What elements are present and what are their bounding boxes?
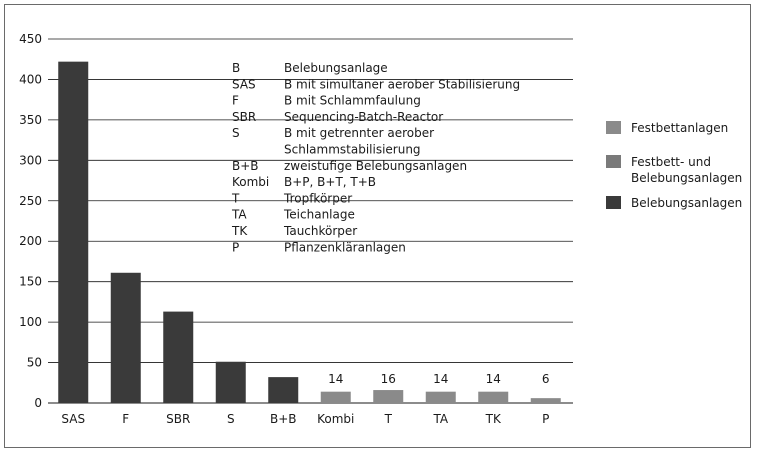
x-tick-label-b-b: B+B [269, 412, 297, 426]
y-tick-label-150: 150 [19, 274, 42, 289]
legend-swatch-festbett_belebung [606, 155, 621, 168]
abbr-code-8: T [232, 191, 240, 206]
y-tick-label-450: 450 [19, 32, 42, 46]
abbr-desc-3: Sequencing-Batch-Reactor [284, 109, 444, 124]
abbr-desc-8: Tropfkörper [284, 191, 353, 206]
bar-ta [426, 392, 456, 403]
abbr-code-2: F [232, 93, 239, 108]
abbr-desc-0: Belebungsanlage [284, 61, 388, 75]
x-tick-label-sbr: SBR [166, 412, 191, 426]
legend-swatch-festbett [606, 121, 621, 134]
y-tick-label-350: 350 [19, 112, 42, 127]
legend-label-belebung-0: Belebungsanlagen [631, 196, 743, 210]
x-tick-label-tk: TK [485, 412, 501, 426]
x-tick-label-sas: SAS [61, 412, 86, 426]
x-tick-label-kombi: Kombi [317, 412, 355, 426]
y-tick-label-100: 100 [19, 315, 42, 330]
y-tick-label-0: 0 [34, 396, 42, 410]
x-tick-label-f: F [122, 412, 130, 426]
abbr-code-3: SBR [232, 109, 257, 124]
legend-label-festbett_belebung-0: Festbett- und [631, 155, 711, 169]
legend-label-festbett-0: Festbettanlagen [631, 121, 729, 135]
data-label-kombi: 14 [328, 372, 344, 386]
x-tick-label-t: T [384, 412, 392, 426]
abbr-code-9: TA [232, 207, 247, 222]
bar-p [531, 398, 561, 403]
abbr-desc-1: B mit simultaner aerober Stabilisierung [284, 77, 521, 92]
data-label-ta: 14 [433, 372, 449, 386]
bar-tk [478, 392, 508, 403]
x-tick-label-s: S [226, 412, 235, 426]
y-tick-label-200: 200 [19, 234, 42, 249]
y-tick-label-400: 400 [19, 72, 42, 87]
abbr-desc-7: B+P, B+T, T+B [284, 175, 377, 190]
abbr-desc-10: Tauchkörper [284, 224, 358, 238]
y-tick-label-300: 300 [19, 153, 42, 168]
abbr-desc-11: Pflanzenkläranlagen [284, 240, 406, 255]
legend-swatch-belebung [606, 196, 621, 209]
abbr-code-10: TK [232, 224, 248, 238]
y-tick-label-50: 50 [26, 355, 42, 370]
abbr-desc-2: B mit Schlammfaulung [284, 93, 421, 108]
bar-f [111, 273, 141, 403]
abbr-code-7: Kombi [232, 175, 270, 190]
abbr-desc-4: B mit getrennter aerober [284, 126, 435, 141]
abbr-desc-9: Teichanlage [284, 207, 355, 222]
data-label-p: 6 [541, 372, 550, 386]
x-tick-label-p: P [542, 412, 550, 426]
bar-t [373, 390, 403, 403]
legend-label-festbett_belebung-1: Belebungsanlagen [631, 171, 743, 185]
abbr-desc-5: Schlammstabilisierung [284, 142, 421, 157]
x-tick-label-ta: TA [433, 412, 449, 426]
bar-kombi [321, 392, 351, 403]
bar-sbr [163, 312, 193, 403]
abbr-desc-6: zweistufige Belebungsanlagen [284, 158, 468, 173]
abbr-code-0: B [232, 61, 241, 75]
y-tick-label-250: 250 [19, 193, 42, 208]
abbr-code-11: P [232, 240, 240, 255]
bar-s [216, 362, 246, 403]
abbr-code-6: B+B [232, 158, 259, 173]
data-label-tk: 14 [485, 372, 501, 386]
bar-sas [58, 62, 88, 403]
bar-b-b [268, 377, 298, 403]
data-label-t: 16 [380, 372, 396, 386]
abbr-code-4: S [232, 126, 240, 141]
abbr-code-1: SAS [232, 77, 256, 92]
